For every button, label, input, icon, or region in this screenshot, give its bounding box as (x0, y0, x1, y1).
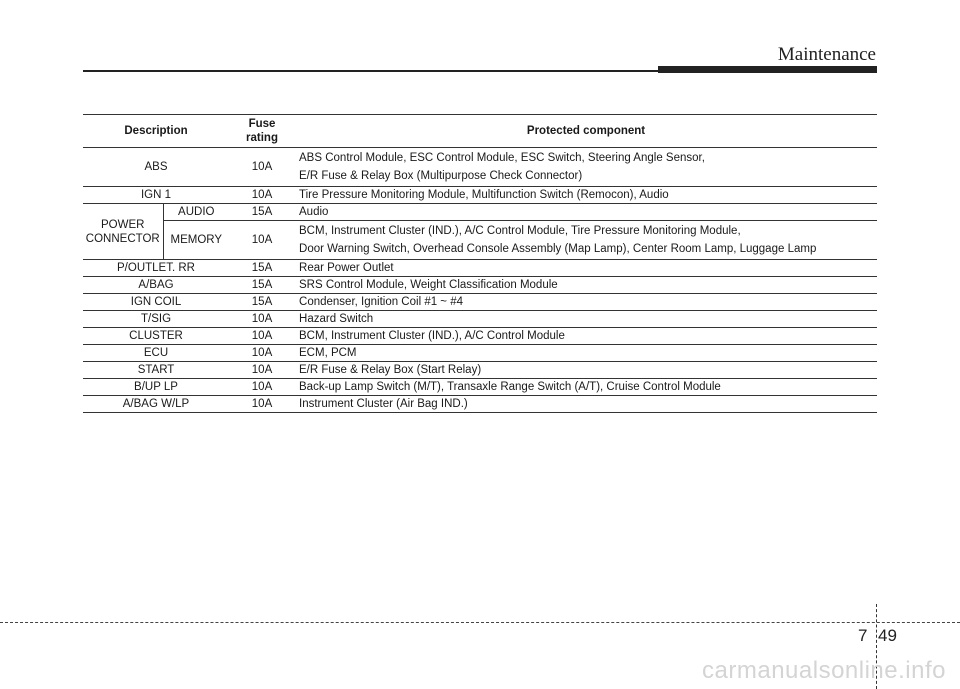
table-row (83, 311, 877, 328)
row-fuse-rating: 10A (229, 148, 295, 187)
row-description: IGN 1 (83, 187, 229, 204)
section-title: Maintenance (777, 44, 876, 65)
table-row (83, 148, 877, 187)
col-header-fuse-rating: Fuse rating (229, 115, 295, 148)
row-fuse-rating: 10A (229, 221, 295, 260)
row-description: A/BAG (83, 277, 229, 294)
row-description: T/SIG (83, 311, 229, 328)
footer-rule (0, 622, 960, 623)
row-fuse-rating: 10A (229, 328, 295, 345)
row-protected-component: Audio (295, 204, 877, 221)
row-description: ABS (83, 148, 229, 187)
row-protected-component: ECM, PCM (295, 345, 877, 362)
page-number-value: 49 (878, 626, 897, 645)
component-line: BCM, Instrument Cluster (IND.), A/C Control Module, Tire Pressure Monitoring Module, (299, 225, 741, 237)
row-fuse-rating: 15A (229, 277, 295, 294)
table-row (83, 260, 877, 277)
row-description: ECU (83, 345, 229, 362)
col-header-description: Description (83, 115, 229, 148)
table-row (83, 328, 877, 345)
table-row (83, 221, 877, 260)
row-protected-component: Condenser, Ignition Coil #1 ~ #4 (295, 294, 877, 311)
power-connector-label-2: CONNECTOR (85, 232, 160, 245)
row-description: A/BAG W/LP (83, 396, 229, 413)
table-header-row (83, 115, 877, 148)
row-fuse-rating: 10A (229, 362, 295, 379)
component-line: Door Warning Switch, Overhead Console Assembly (Map Lamp), Center Room Lamp, Luggage Lamp (299, 243, 817, 255)
row-protected-component: Instrument Cluster (Air Bag IND.) (295, 396, 877, 413)
col-header-protected-component: Protected component (295, 115, 877, 148)
row-fuse-rating: 15A (229, 294, 295, 311)
row-protected-component: SRS Control Module, Weight Classification Module (295, 277, 877, 294)
row-sub-description: MEMORY (163, 221, 229, 260)
row-fuse-rating: 10A (229, 345, 295, 362)
table-row (83, 277, 877, 294)
row-fuse-rating: 10A (229, 396, 295, 413)
table-row (83, 204, 877, 221)
fuse-table (83, 114, 877, 413)
table-row (83, 379, 877, 396)
power-connector-label-1: POWER (101, 218, 145, 231)
component-line: ABS Control Module, ESC Control Module, ESC Switch, Steering Angle Sensor, (299, 152, 705, 164)
row-description: CLUSTER (83, 328, 229, 345)
chapter-number: 7 (858, 626, 868, 645)
row-description: P/OUTLET. RR (83, 260, 229, 277)
header-rule-thick (658, 66, 877, 73)
header-rule-thin (83, 70, 661, 72)
row-protected-component: Rear Power Outlet (295, 260, 877, 277)
row-protected-component: Tire Pressure Monitoring Module, Multifunction Switch (Remocon), Audio (295, 187, 877, 204)
row-protected-component: E/R Fuse & Relay Box (Start Relay) (295, 362, 877, 379)
table-row (83, 187, 877, 204)
table-row (83, 345, 877, 362)
row-description: IGN COIL (83, 294, 229, 311)
row-fuse-rating: 10A (229, 379, 295, 396)
row-description: B/UP LP (83, 379, 229, 396)
table-row (83, 396, 877, 413)
watermark-text: carmanualsonline.info (702, 657, 946, 684)
row-fuse-rating: 15A (229, 204, 295, 221)
row-fuse-rating: 15A (229, 260, 295, 277)
table-row (83, 294, 877, 311)
row-protected-component: BCM, Instrument Cluster (IND.), A/C Control Module (295, 328, 877, 345)
row-protected-component: Hazard Switch (295, 311, 877, 328)
row-fuse-rating: 10A (229, 311, 295, 328)
row-protected-component (295, 221, 877, 260)
row-sub-description: AUDIO (163, 204, 229, 221)
power-connector-group (83, 204, 163, 260)
table-row (83, 362, 877, 379)
row-description: START (83, 362, 229, 379)
row-protected-component (295, 148, 877, 187)
row-protected-component: Back-up Lamp Switch (M/T), Transaxle Range Switch (A/T), Cruise Control Module (295, 379, 877, 396)
component-line: E/R Fuse & Relay Box (Multipurpose Check Connector) (299, 170, 583, 182)
row-fuse-rating: 10A (229, 187, 295, 204)
